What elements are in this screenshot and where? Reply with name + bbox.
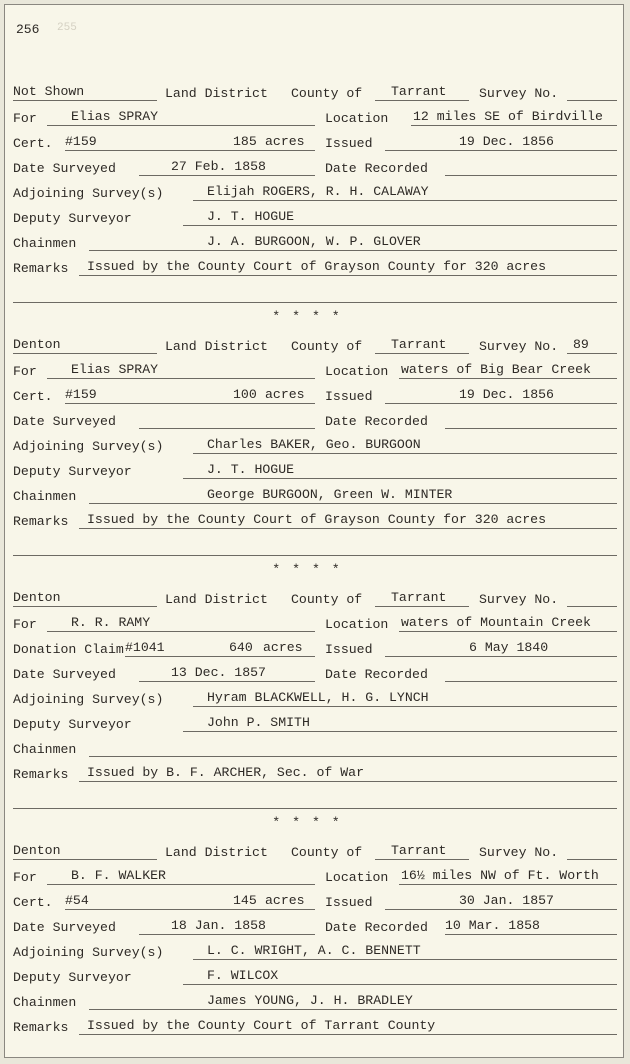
- remarks-value: Issued by the County Court of Grayson County for 320 acres: [87, 512, 546, 527]
- for-value: Elias SPRAY: [71, 109, 159, 124]
- deputy-label: Deputy Surveyor: [13, 464, 132, 479]
- for-label: For: [13, 870, 37, 885]
- date-recorded-label: Date Recorded: [325, 667, 428, 682]
- date-recorded-value: 10 Mar. 1858: [445, 918, 540, 933]
- remarks-value: Issued by B. F. ARCHER, Sec. of War: [87, 765, 364, 780]
- issued-label: Issued: [325, 389, 373, 404]
- district-value: Not Shown: [13, 84, 85, 99]
- adjoining-label: Adjoining Survey(s): [13, 692, 164, 707]
- location-value: 16½ miles NW of Ft. Worth: [401, 868, 599, 883]
- location-label: Location: [325, 870, 389, 885]
- date-surveyed-label: Date Surveyed: [13, 667, 116, 682]
- survey-no-field: [567, 335, 617, 354]
- date-recorded-label: Date Recorded: [325, 414, 428, 429]
- adjoining-field: [193, 688, 617, 707]
- for-value: Elias SPRAY: [71, 362, 159, 377]
- for-field: [47, 613, 315, 632]
- remarks-line: [13, 258, 617, 278]
- bleed-through-page-number: 255: [57, 22, 77, 34]
- remarks-field: [79, 1016, 617, 1035]
- date-recorded-field: [445, 916, 617, 935]
- date-surveyed-value: 13 Dec. 1857: [171, 665, 266, 680]
- cert-number: #159: [65, 134, 97, 149]
- remarks-label: Remarks: [13, 767, 69, 782]
- survey-no-field: [567, 82, 617, 101]
- date-recorded-label: Date Recorded: [325, 920, 428, 935]
- adjoining-label: Adjoining Survey(s): [13, 186, 164, 201]
- chainmen-field: [89, 738, 617, 757]
- adjoining-value: Hyram BLACKWELL, H. G. LYNCH: [207, 690, 429, 705]
- location-field: [411, 107, 617, 126]
- acres-label: acres: [265, 387, 305, 402]
- adjoining-line: [13, 183, 617, 203]
- record-separator-1: * * * *: [272, 309, 342, 324]
- issued-value: 6 May 1840: [469, 640, 549, 655]
- survey-no-value: 89: [573, 337, 589, 352]
- remarks-field: [79, 763, 617, 782]
- issued-field: [385, 385, 617, 404]
- record-divider: [13, 302, 617, 303]
- cert-field: [65, 891, 315, 910]
- deputy-value: J. T. HOGUE: [207, 209, 295, 224]
- deputy-value: F. WILCOX: [207, 968, 279, 983]
- remarks-field: [79, 257, 617, 276]
- deputy-field: [183, 207, 617, 226]
- remarks-line: [13, 1017, 617, 1037]
- location-label: Location: [325, 111, 389, 126]
- county-of-label: County of: [291, 339, 363, 354]
- adjoining-value: Charles BAKER, Geo. BURGOON: [207, 437, 421, 452]
- county-value: Tarrant: [391, 84, 447, 99]
- date-surveyed-value: 27 Feb. 1858: [171, 159, 266, 174]
- survey-no-label: Survey No.: [479, 86, 559, 101]
- acres-value: 185: [233, 134, 257, 149]
- date-surveyed-field: [139, 663, 315, 682]
- remarks-label: Remarks: [13, 261, 69, 276]
- chainmen-value: James YOUNG, J. H. BRADLEY: [207, 993, 413, 1008]
- survey-no-label: Survey No.: [479, 592, 559, 607]
- land-district-label: Land District: [165, 339, 268, 354]
- dates-line: [13, 411, 617, 431]
- remarks-value: Issued by the County Court of Grayson County for 320 acres: [87, 259, 546, 274]
- date-recorded-label: Date Recorded: [325, 161, 428, 176]
- district-value: Denton: [13, 843, 61, 858]
- cert-label: Cert.: [13, 895, 53, 910]
- chainmen-label: Chainmen: [13, 489, 77, 504]
- for-line: [13, 614, 617, 634]
- chainmen-field: [89, 232, 617, 251]
- location-label: Location: [325, 364, 389, 379]
- issued-field: [385, 891, 617, 910]
- deputy-label: Deputy Surveyor: [13, 211, 132, 226]
- location-value: 12 miles SE of Birdville: [413, 109, 603, 124]
- chainmen-label: Chainmen: [13, 236, 77, 251]
- for-label: For: [13, 617, 37, 632]
- date-surveyed-label: Date Surveyed: [13, 920, 116, 935]
- county-value: Tarrant: [391, 337, 447, 352]
- record-divider: [13, 808, 617, 809]
- cert-line: [13, 639, 617, 659]
- remarks-line: [13, 511, 617, 531]
- remarks-label: Remarks: [13, 514, 69, 529]
- issued-label: Issued: [325, 642, 373, 657]
- dates-line: [13, 158, 617, 178]
- chainmen-field: [89, 485, 617, 504]
- remarks-field: [79, 510, 617, 529]
- location-field: [399, 360, 617, 379]
- for-field: [47, 107, 315, 126]
- acres-label: acres: [265, 134, 305, 149]
- issued-value: 30 Jan. 1857: [459, 893, 554, 908]
- for-field: [47, 360, 315, 379]
- issued-value: 19 Dec. 1856: [459, 387, 554, 402]
- chainmen-value: George BURGOON, Green W. MINTER: [207, 487, 453, 502]
- date-recorded-field: [445, 157, 617, 176]
- chainmen-line: [13, 233, 617, 253]
- for-label: For: [13, 364, 37, 379]
- adjoining-line: [13, 436, 617, 456]
- remarks-label: Remarks: [13, 1020, 69, 1035]
- date-surveyed-field: [139, 157, 315, 176]
- cert-number: #54: [65, 893, 89, 908]
- land-district-label: Land District: [165, 592, 268, 607]
- chainmen-line: [13, 486, 617, 506]
- location-field: [399, 866, 617, 885]
- cert-field: [65, 132, 315, 151]
- land-district-label: Land District: [165, 86, 268, 101]
- cert-line: [13, 892, 617, 912]
- location-label: Location: [325, 617, 389, 632]
- record-separator-2: * * * *: [272, 562, 342, 577]
- issued-value: 19 Dec. 1856: [459, 134, 554, 149]
- date-recorded-field: [445, 410, 617, 429]
- cert-label: Cert.: [13, 136, 53, 151]
- issued-field: [385, 638, 617, 657]
- for-value: R. R. RAMY: [71, 615, 151, 630]
- cert-label: Cert.: [13, 389, 53, 404]
- cert-line: [13, 386, 617, 406]
- district-value: Denton: [13, 590, 61, 605]
- survey-no-field: [567, 588, 617, 607]
- location-value: waters of Mountain Creek: [401, 615, 591, 630]
- county-field: [375, 841, 469, 860]
- district-line: [13, 83, 617, 103]
- location-value: waters of Big Bear Creek: [401, 362, 591, 377]
- deputy-line: [13, 208, 617, 228]
- deputy-field: [183, 713, 617, 732]
- survey-no-field: [567, 841, 617, 860]
- chainmen-value: J. A. BURGOON, W. P. GLOVER: [207, 234, 421, 249]
- county-field: [375, 82, 469, 101]
- issued-label: Issued: [325, 136, 373, 151]
- adjoining-field: [193, 941, 617, 960]
- survey-no-label: Survey No.: [479, 339, 559, 354]
- acres-label: acres: [265, 893, 305, 908]
- remarks-line: [13, 764, 617, 784]
- county-field: [375, 335, 469, 354]
- date-surveyed-label: Date Surveyed: [13, 414, 116, 429]
- for-line: [13, 867, 617, 887]
- record-separator-3: * * * *: [272, 815, 342, 830]
- district-line: [13, 336, 617, 356]
- deputy-value: John P. SMITH: [207, 715, 310, 730]
- cert-field: [65, 385, 315, 404]
- acres-value: 640: [229, 640, 253, 655]
- county-of-label: County of: [291, 845, 363, 860]
- donation-claim-label: Donation Claim: [13, 642, 124, 657]
- acres-label: acres: [263, 640, 303, 655]
- adjoining-line: [13, 689, 617, 709]
- district-value: Denton: [13, 337, 61, 352]
- dates-line: [13, 917, 617, 937]
- adjoining-field: [193, 435, 617, 454]
- acres-value: 145: [233, 893, 257, 908]
- chainmen-line: [13, 992, 617, 1012]
- district-field: [13, 588, 157, 607]
- land-district-label: Land District: [165, 845, 268, 860]
- district-field: [13, 841, 157, 860]
- county-of-label: County of: [291, 86, 363, 101]
- adjoining-label: Adjoining Survey(s): [13, 439, 164, 454]
- district-field: [13, 82, 157, 101]
- adjoining-value: Elijah ROGERS, R. H. CALAWAY: [207, 184, 429, 199]
- page-number: 256: [16, 22, 40, 37]
- dates-line: [13, 664, 617, 684]
- chainmen-field: [89, 991, 617, 1010]
- acres-value: 100: [233, 387, 257, 402]
- date-surveyed-field: [139, 916, 315, 935]
- county-of-label: County of: [291, 592, 363, 607]
- deputy-line: [13, 967, 617, 987]
- county-field: [375, 588, 469, 607]
- record-divider: [13, 555, 617, 556]
- date-surveyed-label: Date Surveyed: [13, 161, 116, 176]
- remarks-value: Issued by the County Court of Tarrant County: [87, 1018, 436, 1033]
- issued-field: [385, 132, 617, 151]
- adjoining-field: [193, 182, 617, 201]
- cert-line: [13, 133, 617, 153]
- district-line: [13, 589, 617, 609]
- county-value: Tarrant: [391, 590, 447, 605]
- county-value: Tarrant: [391, 843, 447, 858]
- for-line: [13, 361, 617, 381]
- deputy-line: [13, 714, 617, 734]
- cert-number: #1041: [125, 640, 165, 655]
- deputy-label: Deputy Surveyor: [13, 970, 132, 985]
- for-label: For: [13, 111, 37, 126]
- cert-number: #159: [65, 387, 97, 402]
- cert-field: [125, 638, 315, 657]
- location-field: [399, 613, 617, 632]
- deputy-label: Deputy Surveyor: [13, 717, 132, 732]
- date-surveyed-value: 18 Jan. 1858: [171, 918, 266, 933]
- for-line: [13, 108, 617, 128]
- date-recorded-field: [445, 663, 617, 682]
- chainmen-line: [13, 739, 617, 759]
- document-page: [4, 4, 624, 1058]
- deputy-value: J. T. HOGUE: [207, 462, 295, 477]
- adjoining-value: L. C. WRIGHT, A. C. BENNETT: [207, 943, 421, 958]
- issued-label: Issued: [325, 895, 373, 910]
- for-value: B. F. WALKER: [71, 868, 166, 883]
- deputy-field: [183, 460, 617, 479]
- chainmen-label: Chainmen: [13, 995, 77, 1010]
- for-field: [47, 866, 315, 885]
- adjoining-label: Adjoining Survey(s): [13, 945, 164, 960]
- date-surveyed-field: [139, 410, 315, 429]
- deputy-line: [13, 461, 617, 481]
- deputy-field: [183, 966, 617, 985]
- district-line: [13, 842, 617, 862]
- survey-no-label: Survey No.: [479, 845, 559, 860]
- adjoining-line: [13, 942, 617, 962]
- chainmen-label: Chainmen: [13, 742, 77, 757]
- district-field: [13, 335, 157, 354]
